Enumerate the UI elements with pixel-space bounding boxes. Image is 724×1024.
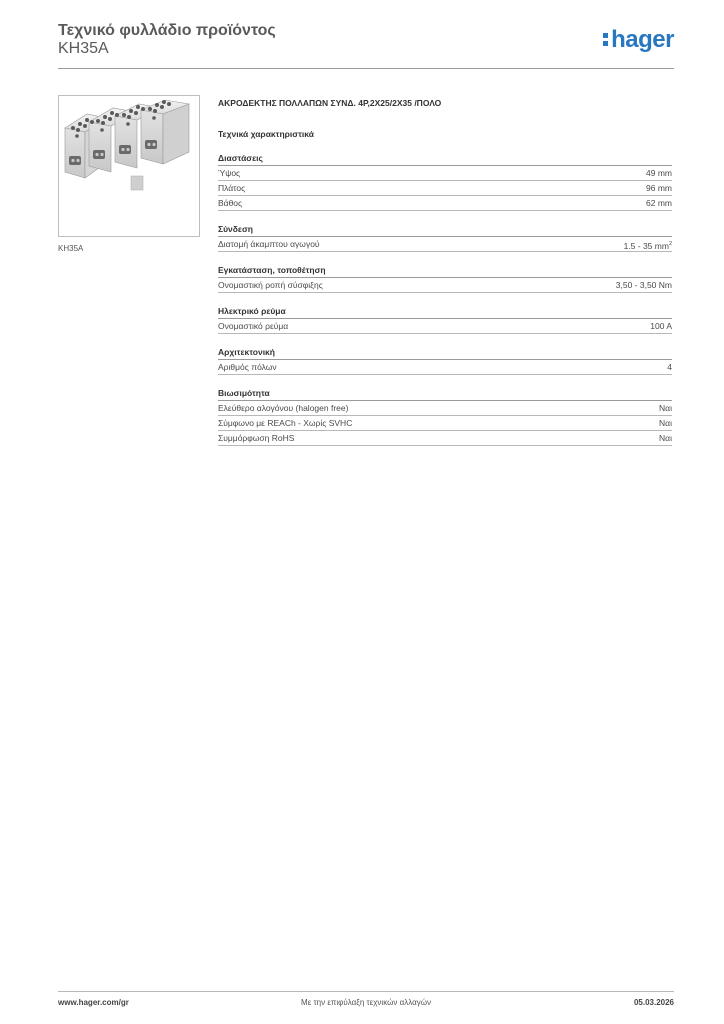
group-title: Ηλεκτρικό ρεύμα [218, 305, 672, 319]
spec-label: Διατομή άκαμπτου αγωγού [218, 239, 320, 249]
header-divider [58, 68, 674, 69]
hager-logo [603, 26, 674, 54]
section-title: Τεχνικά χαρακτηριστικά [218, 129, 314, 139]
product-image [58, 95, 200, 237]
footer-website-link[interactable]: www.hager.com/gr [58, 998, 129, 1007]
logo-text: hager [611, 26, 674, 53]
spec-row [218, 360, 672, 375]
spec-row [218, 319, 672, 334]
spec-row [218, 431, 672, 446]
group-title: Αρχιτεκτονική [218, 346, 672, 360]
spec-value: Ναι [659, 418, 672, 428]
logo-colon-icon [603, 30, 609, 48]
spec-row [218, 181, 672, 196]
spec-row [218, 166, 672, 181]
group-title: Εγκατάσταση, τοποθέτηση [218, 264, 672, 278]
spec-label: Ελεύθερο αλογόνου (halogen free) [218, 403, 349, 413]
spec-label: Συμμόρφωση RoHS [218, 433, 295, 443]
spec-label: Βάθος [218, 198, 243, 208]
spec-group-architecture [218, 346, 672, 375]
spec-label: Αριθμός πόλων [218, 362, 277, 372]
product-description: ΑΚΡΟΔΕΚΤΗΣ ΠΟΛΛΑΠΩΝ ΣΥΝΔ. 4P,2X25/2X35 /ΠΟΛΟ [218, 98, 442, 108]
spec-group-installation [218, 264, 672, 293]
spec-group-dimensions [218, 152, 672, 211]
spec-group-sustainability [218, 387, 672, 446]
spec-label: Πλάτος [218, 183, 246, 193]
page-header [58, 20, 674, 70]
footer-date: 05.03.2026 [633, 998, 674, 1007]
product-code: KH35A [58, 40, 109, 57]
spec-value: 62 mm [646, 198, 672, 208]
group-title: Διαστάσεις [218, 152, 672, 166]
spec-row [218, 278, 672, 293]
spec-label: Ονομαστική ροπή σύσφιξης [218, 280, 323, 290]
document-title: Τεχνικό φυλλάδιο προϊόντος [58, 22, 276, 39]
spec-label: Σύμφωνο με REACh - Χωρίς SVHC [218, 418, 353, 428]
spec-label: Ύψος [218, 168, 241, 178]
spec-value: 96 mm [646, 183, 672, 193]
spec-row [218, 416, 672, 431]
image-caption: KH35A [58, 244, 84, 253]
specs-panel [218, 96, 672, 446]
spec-row [218, 196, 672, 211]
spec-value: Ναι [659, 403, 672, 413]
terminal-block-illustration [59, 96, 199, 236]
spec-row [218, 237, 672, 252]
footer-divider [58, 991, 674, 992]
spec-value-exponent: 2 [668, 241, 672, 247]
group-title: Βιωσιμότητα [218, 387, 672, 401]
spec-row [218, 401, 672, 416]
spec-group-connection [218, 223, 672, 252]
group-title: Σύνδεση [218, 223, 672, 237]
spec-value: 100 A [650, 321, 672, 331]
spec-group-electrical [218, 305, 672, 334]
spec-value: 1.5 - 35 mm [623, 240, 669, 251]
spec-value: 3,50 - 3,50 Nm [615, 280, 672, 290]
spec-value: 49 mm [646, 168, 672, 178]
spec-value-wrap [624, 237, 672, 251]
spec-label: Ονομαστικό ρεύμα [218, 321, 289, 331]
spec-value: 4 [667, 362, 672, 372]
spec-value: Ναι [659, 433, 672, 443]
footer-notice: Με την επιφύλαξη τεχνικών αλλαγών [301, 998, 431, 1007]
